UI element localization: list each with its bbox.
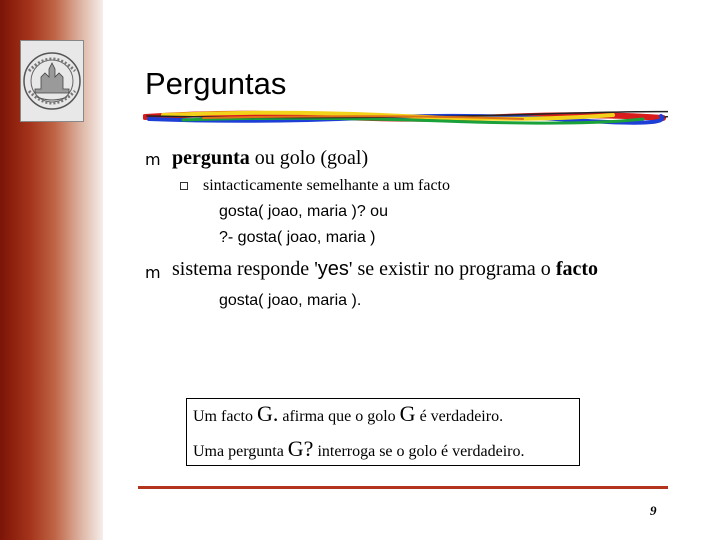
bullet-1-text: pergunta ou golo (goal)	[172, 147, 369, 169]
page-number: 9	[650, 503, 657, 518]
bullet-2-text: sistema responde 'yes' se existir no programa o facto	[172, 258, 599, 280]
footer-rule	[138, 486, 668, 489]
page-title: Perguntas	[145, 66, 287, 101]
bullet-m-icon: m	[145, 150, 161, 169]
note-line-2: Uma pergunta G? interroga se o golo é verdadeiro.	[193, 436, 525, 461]
bullet-square-icon	[180, 182, 188, 190]
bullet-m-icon: m	[145, 263, 161, 282]
university-seal-logo	[20, 40, 84, 122]
code-line-1: gosta( joao, maria )? ou	[219, 203, 388, 220]
code-line-2: ?- gosta( joao, maria )	[219, 229, 376, 246]
brush-stroke-divider	[143, 108, 668, 126]
bullet-1-sub-text: sintacticamente semelhante a um facto	[203, 177, 450, 194]
code-line-3: gosta( joao, maria ).	[219, 292, 362, 309]
note-box	[186, 398, 580, 466]
note-line-1: Um facto G. afirma que o golo G é verdadeiro.	[193, 401, 504, 426]
